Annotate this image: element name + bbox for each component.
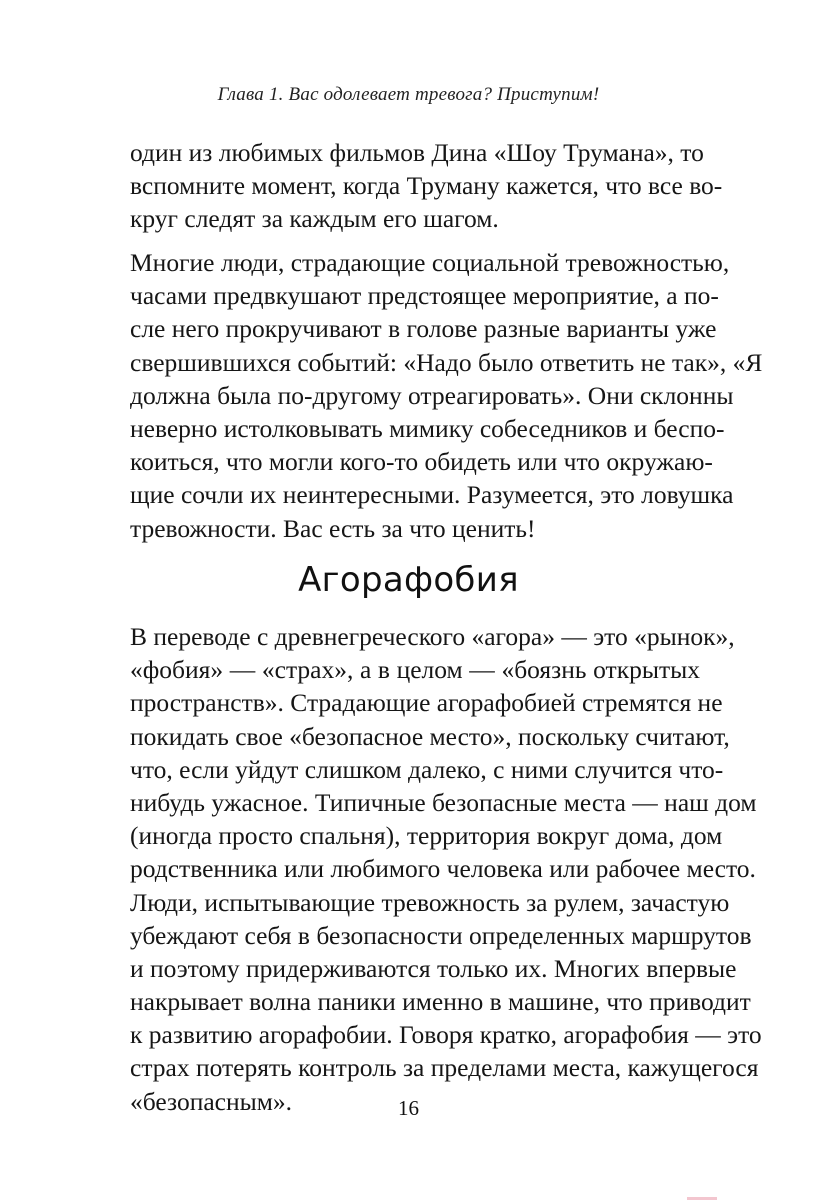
text-line: коиться, что могли кого-то обидеть или что окружаю-	[130, 447, 713, 477]
text-line: нибудь ужасное. Типичные безопасные места — наш дом	[130, 787, 757, 817]
text-line: убеждают себя в безопасности определенных маршрутов	[130, 920, 752, 950]
text-line: круг следят за каждым его шагом.	[130, 204, 499, 234]
text-line: и поэтому придерживаются только их. Многих впервые	[130, 953, 737, 983]
text-line: щие сочли их неинтересными. Разумеется, это ловушка	[130, 480, 734, 510]
text-line: (иногда просто спальня), территория вокруг дома, дом	[130, 821, 723, 851]
text-line: свершившихся событий: «Надо было ответить не так», «Я	[130, 347, 763, 377]
text-line: «безопасным».	[130, 1086, 293, 1116]
text-line: Люди, испытывающие тревожность за рулем, зачастую	[130, 887, 730, 917]
section-heading: Агорафобия	[298, 560, 519, 600]
text-line: что, если уйдут слишком далеко, с ними случится что-	[130, 754, 724, 784]
text-line: тревожности. Вас есть за что ценить!	[130, 513, 536, 543]
paragraph-agoraphobia	[130, 620, 762, 1118]
text-line: покидать свое «безопасное место», поскольку считают,	[130, 721, 730, 751]
paragraph-social-anxiety	[130, 246, 763, 545]
text-line: родственника или любимого человека или рабочее место.	[130, 854, 756, 884]
text-line: к развитию агорафобии. Говоря кратко, агорафобия — это	[130, 1020, 762, 1050]
text-line: пространств». Страдающие агорафобией стремятся не	[130, 688, 723, 718]
text-line: «фобия» — «страх», а в целом — «боязнь открытых	[130, 655, 700, 685]
text-line: вспомните момент, когда Труману кажется, что все во-	[130, 171, 723, 201]
text-line: один из любимых фильмов Дина «Шоу Трумана», то	[130, 138, 704, 167]
text-line: накрывает волна паники именно в машине, что приводит	[130, 987, 751, 1017]
text-line: Многие люди, страдающие социальной тревожностью,	[130, 248, 730, 277]
text-line: должна была по-другому отреагировать». Они склонны	[130, 380, 734, 410]
text-line: часами предвкушают предстоящее мероприятие, а по-	[130, 281, 719, 311]
running-head: Глава 1. Вас одолевает тревога? Приступим!	[217, 84, 600, 105]
text-line: неверно истолковывать мимику собеседников и беспо-	[130, 413, 725, 443]
text-line: страх потерять контроль за пределами места, кажущегося	[130, 1053, 759, 1083]
page-number: 16	[398, 1096, 419, 1120]
text-line: В переводе с древнегреческого «агора» — это «рынок»,	[130, 622, 735, 651]
text-line: сле него прокручивают в голове разные варианты уже	[130, 314, 717, 344]
paragraph-continued	[130, 136, 723, 236]
